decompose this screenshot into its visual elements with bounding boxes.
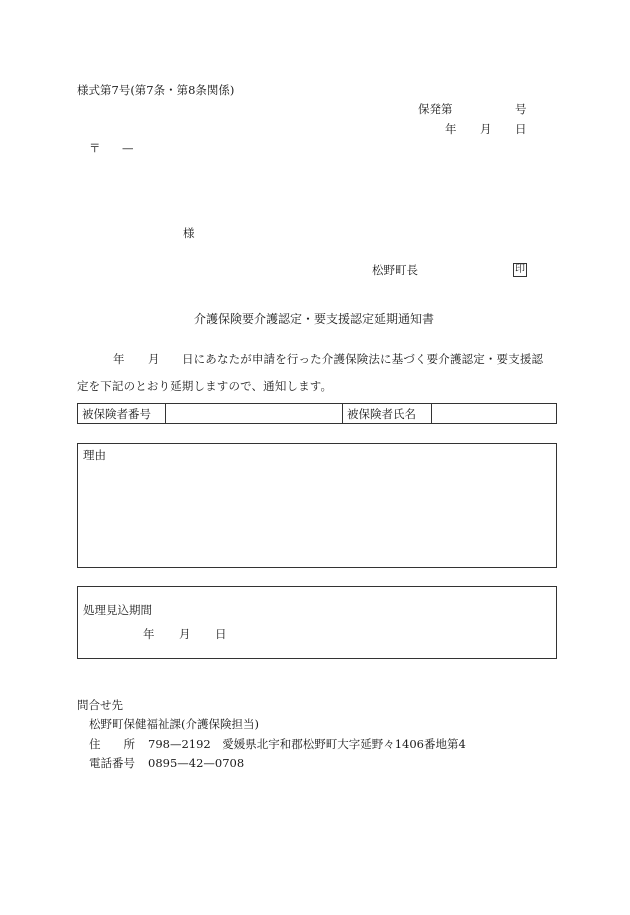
insured-info-table <box>77 403 557 424</box>
document-number-suffix: 号 <box>515 102 527 116</box>
recipient-honorific: 様 <box>183 226 195 240</box>
reason-label: 理由 <box>83 448 106 462</box>
issue-date-month: 月 <box>480 122 492 136</box>
expected-period-month: 月 <box>179 627 191 641</box>
issue-date-year: 年 <box>445 122 457 136</box>
document-number-prefix: 保発第 <box>418 102 453 116</box>
body-month: 月 <box>148 352 160 366</box>
form-number-label: 様式第7号(第7条・第8条関係) <box>77 83 235 97</box>
sender-name: 松野町長 <box>372 263 418 277</box>
postal-dash: — <box>122 141 134 155</box>
insured-number-field[interactable] <box>166 404 342 423</box>
contact-phone-value: 0895—42—0708 <box>148 756 245 770</box>
contact-phone-label: 電話番号 <box>89 756 135 770</box>
document-title: 介護保険要介護認定・要支援認定延期通知書 <box>194 312 435 326</box>
insured-name-label: 被保険者氏名 <box>347 406 416 421</box>
contact-address-label: 住 所 <box>89 737 135 751</box>
insured-number-label: 被保険者番号 <box>82 406 151 421</box>
reason-box[interactable] <box>77 443 557 568</box>
body-text-line2: 定を下記のとおり延期しますので、通知します。 <box>77 379 333 393</box>
contact-address-value: 798—2192 愛媛県北宇和郡松野町大字延野々1406番地第4 <box>148 737 466 751</box>
body-text-line1: 日にあなたが申請を行った介護保険法に基づく要介護認定・要支援認 <box>182 352 544 366</box>
contact-department: 松野町保健福祉課(介護保険担当) <box>89 717 259 731</box>
expected-period-day: 日 <box>215 627 227 641</box>
expected-period-label: 処理見込期間 <box>83 603 152 617</box>
expected-period-box[interactable] <box>77 586 557 659</box>
expected-period-year: 年 <box>143 627 155 641</box>
contact-heading: 問合せ先 <box>77 698 123 712</box>
postal-mark: 〒 <box>89 141 101 155</box>
body-year: 年 <box>113 352 125 366</box>
insured-name-field[interactable] <box>432 404 556 423</box>
seal-mark: 印 <box>515 264 525 275</box>
issue-date-day: 日 <box>515 122 527 136</box>
